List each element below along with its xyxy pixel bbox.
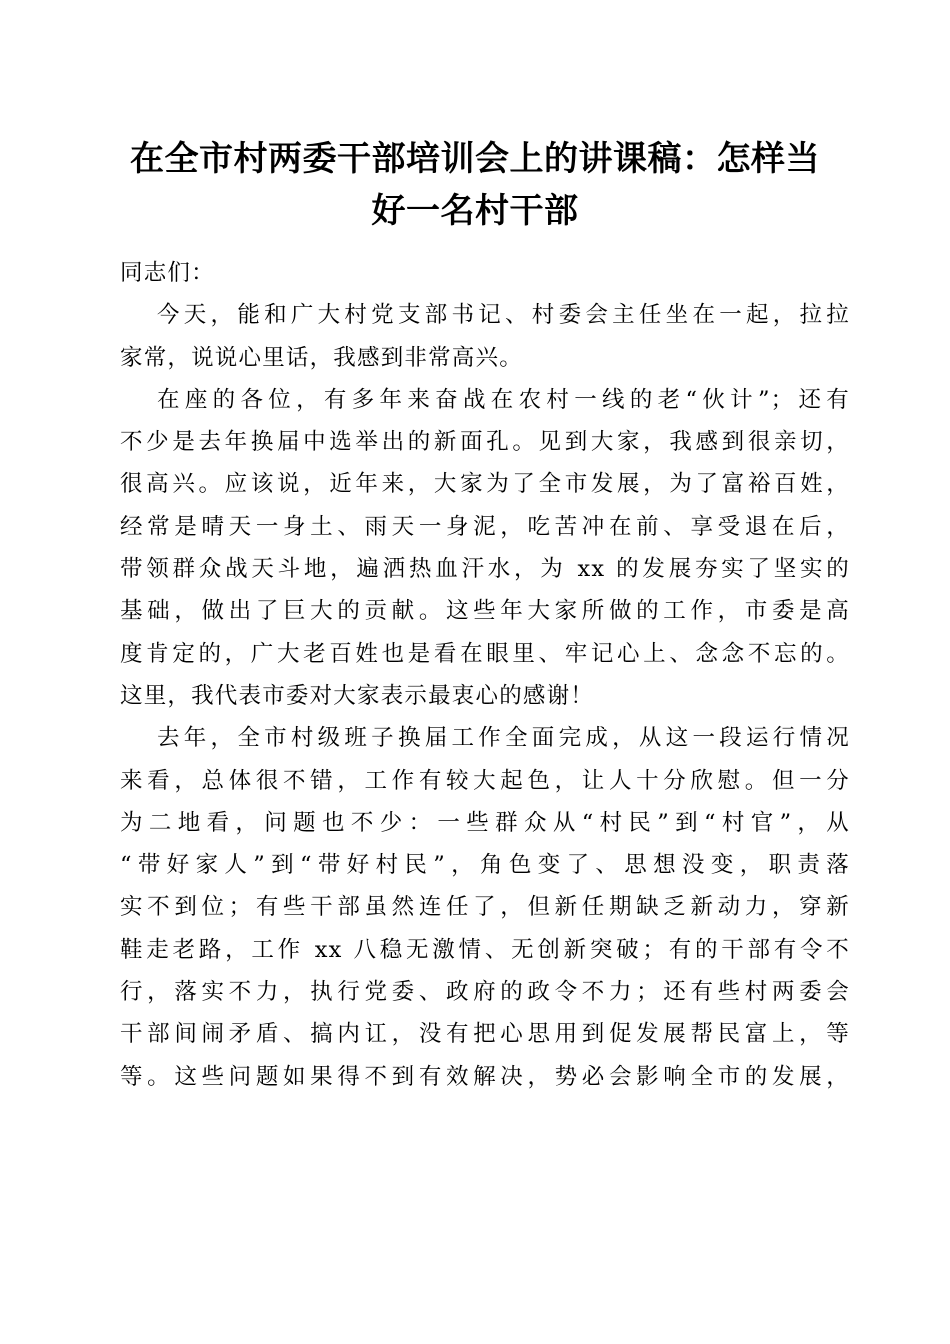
paragraph-1-line-2: 家常，说说心里话，我感到非常高兴。 <box>120 344 523 371</box>
paragraph-3-line-9: 等。这些问题如果得不到有效解决，势必会影响全市的发展， <box>120 1063 850 1090</box>
paragraph-3-line-6: 鞋走老路，工作 xx 八稳无激情、无创新突破；有的干部有令不 <box>120 936 850 963</box>
paragraph-3-line-7: 行，落实不力，执行党委、政府的政令不力；还有些村两委会 <box>120 979 850 1006</box>
title-line-1: 在全市村两委干部培训会上的讲课稿：怎样当 <box>130 139 820 179</box>
paragraph-2-line-6: 基础，做出了巨大的贡献。这些年大家所做的工作，市委是高 <box>120 598 850 625</box>
paragraph-2-line-7: 度肯定的，广大老百姓也是看在眼里、牢记心上、念念不忘的。 <box>120 640 850 667</box>
document-title <box>100 133 850 237</box>
paragraph-3-line-5: 实不到位；有些干部虽然连任了，但新任期缺乏新动力，穿新 <box>120 894 850 921</box>
paragraph-3-line-1: 去年，全市村级班子换届工作全面完成，从这一段运行情况 <box>157 725 850 752</box>
paragraph-3-line-4: “带好家人”到“带好村民”，角色变了、思想没变，职责落 <box>120 852 850 879</box>
paragraph-3-line-8: 干部间闹矛盾、搞内讧，没有把心思用到促发展帮民富上，等 <box>120 1021 850 1048</box>
salutation: 同志们： <box>120 260 215 286</box>
paragraph-2-line-1: 在座的各位，有多年来奋战在农村一线的老“伙计”；还有 <box>157 386 850 413</box>
paragraph-3-line-2: 来看，总体很不错，工作有较大起色，让人十分欣慰。但一分 <box>120 767 850 794</box>
paragraph-2-line-4: 经常是晴天一身土、雨天一身泥，吃苦冲在前、享受退在后， <box>120 513 850 540</box>
title-line-2: 好一名村干部 <box>371 191 579 231</box>
paragraph-2-line-2: 不少是去年换届中选举出的新面孔。见到大家，我感到很亲切， <box>120 429 850 456</box>
paragraph-2-line-3: 很高兴。应该说，近年来，大家为了全市发展，为了富裕百姓， <box>120 471 850 498</box>
paragraph-2-line-8: 这里，我代表市委对大家表示最衷心的感谢！ <box>120 682 595 709</box>
paragraph-2-line-5: 带领群众战天斗地，遍洒热血汗水，为 xx 的发展夯实了坚实的 <box>120 556 850 583</box>
document-body <box>120 252 850 1098</box>
paragraph-1-line-1: 今天，能和广大村党支部书记、村委会主任坐在一起，拉拉 <box>157 302 850 329</box>
paragraph-3-line-3: 为二地看，问题也不少：一些群众从“村民”到“村官”，从 <box>120 809 850 836</box>
